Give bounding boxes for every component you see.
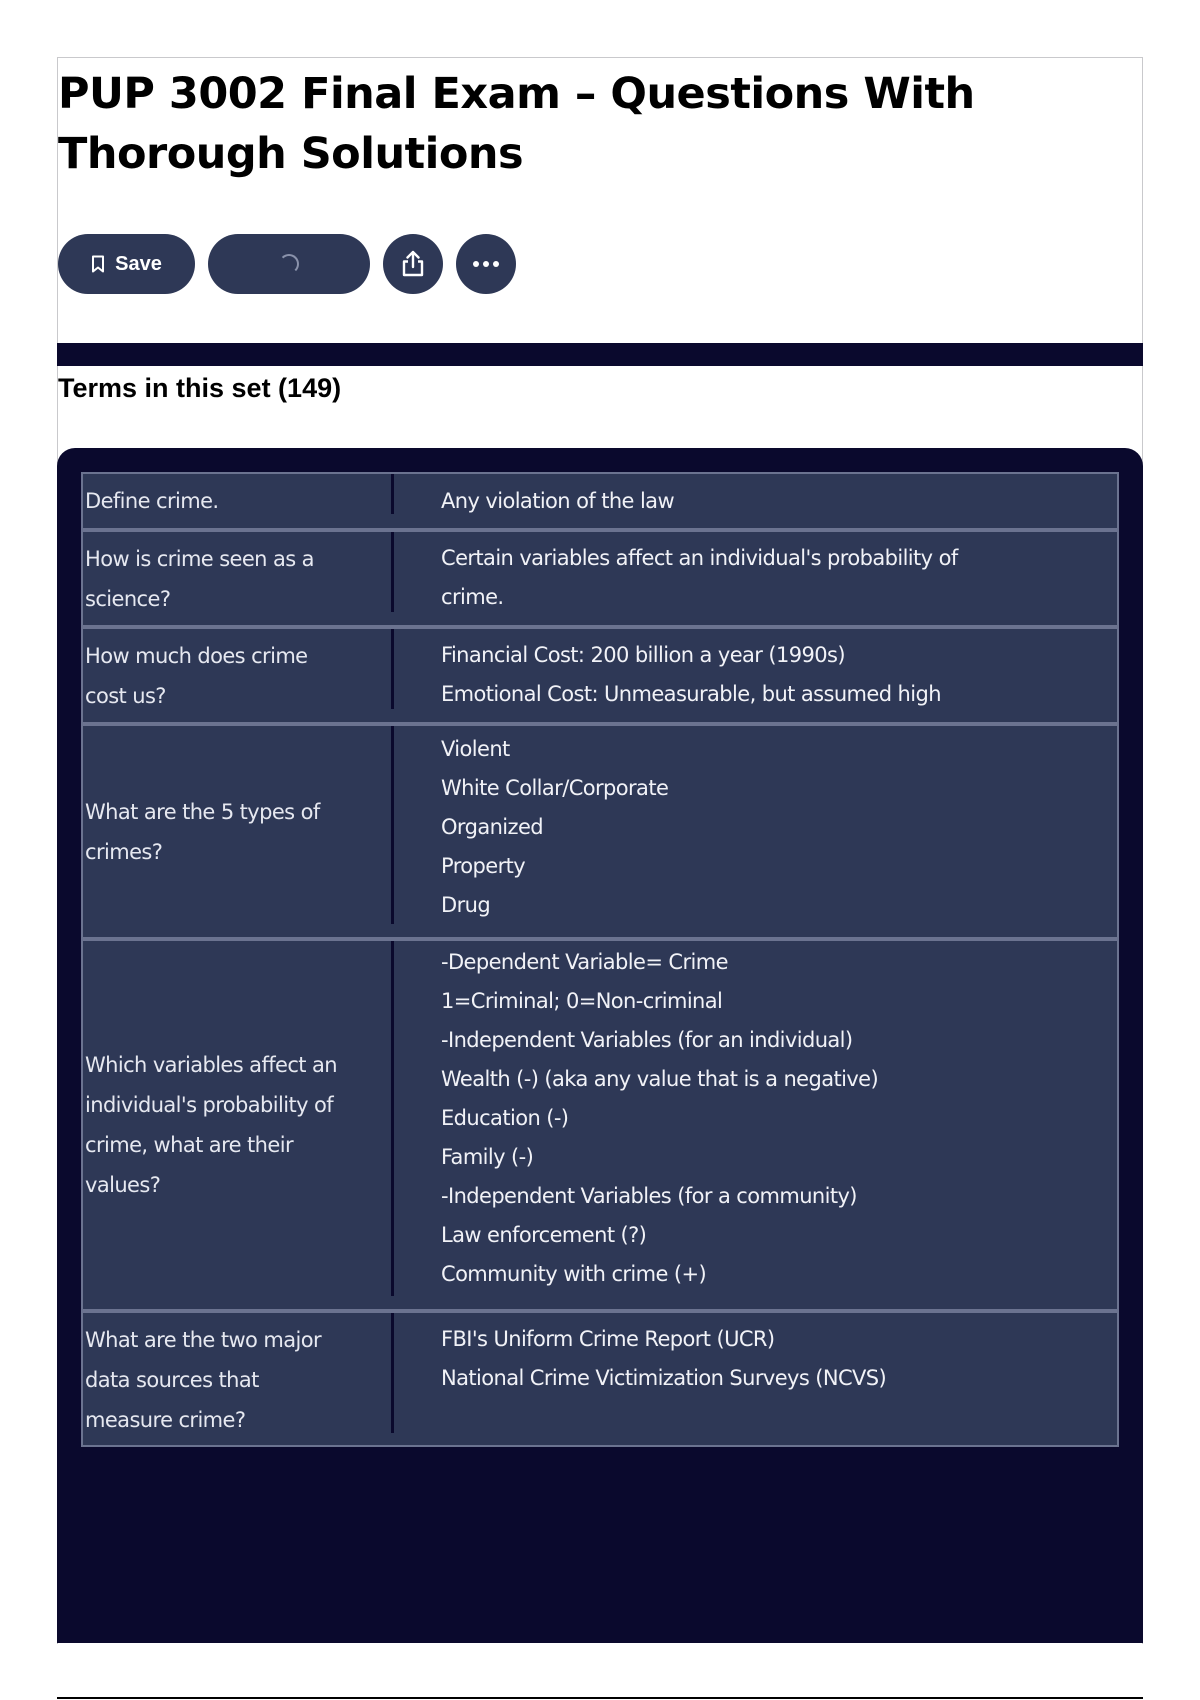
flashcard-row[interactable]: [81, 472, 1119, 530]
term-line: cost us?: [85, 684, 166, 708]
term-line: Define crime.: [85, 489, 219, 513]
spinner-icon: [279, 254, 299, 274]
definition-line: Certain variables affect an individual's probability of: [441, 546, 958, 570]
card-divider: [391, 474, 394, 514]
definition-line: Family (-): [441, 1145, 534, 1169]
term-line: How much does crime: [85, 644, 308, 668]
flashcard-definition: [441, 1320, 1107, 1398]
share-icon: [399, 249, 427, 279]
save-button[interactable]: [58, 234, 195, 294]
definition-line: -Dependent Variable= Crime: [441, 950, 728, 974]
term-line: values?: [85, 1173, 161, 1197]
flashcard-definition: [441, 636, 1107, 714]
save-button-label: Save: [115, 252, 162, 275]
loading-button[interactable]: [208, 234, 370, 294]
definition-line: White Collar/Corporate: [441, 776, 669, 800]
definition-line: -Independent Variables (for a community): [441, 1184, 857, 1208]
definition-line: -Independent Variables (for an individual): [441, 1028, 853, 1052]
definition-line: Property: [441, 854, 526, 878]
term-line: measure crime?: [85, 1408, 246, 1432]
definition-line: Law enforcement (?): [441, 1223, 647, 1247]
flashcard-term: [83, 532, 393, 625]
term-line: crimes?: [85, 839, 163, 864]
definition-line: Wealth (-) (aka any value that is a negative): [441, 1067, 879, 1091]
definition-line: 1=Criminal; 0=Non-criminal: [441, 989, 723, 1013]
term-line: What are the two major: [85, 1328, 322, 1352]
footer-rule: [57, 1697, 1143, 1699]
term-line: How is crime seen as a: [85, 547, 314, 571]
flashcard-row[interactable]: [81, 530, 1119, 627]
definition-line: National Crime Victimization Surveys (NCVS): [441, 1366, 887, 1390]
terms-count-heading: Terms in this set (149): [58, 373, 342, 403]
share-button[interactable]: [383, 234, 443, 294]
term-line: individual's probability of: [85, 1093, 334, 1117]
term-line: crime, what are their: [85, 1133, 293, 1157]
flashcard-row[interactable]: [81, 939, 1119, 1311]
term-line: science?: [85, 587, 171, 611]
definition-line: Violent: [441, 737, 510, 761]
flashcard-term: [83, 941, 393, 1309]
flashcard-term: [83, 629, 393, 722]
flashcard-definition: [441, 539, 1107, 617]
definition-line: Emotional Cost: Unmeasurable, but assumed high: [441, 682, 941, 706]
definition-line: Financial Cost: 200 billion a year (1990s): [441, 643, 845, 667]
flashcard-term: [83, 1313, 393, 1445]
flashcard-row[interactable]: [81, 724, 1119, 939]
section-divider-bar: [57, 343, 1143, 366]
definition-line: Community with crime (+): [441, 1262, 707, 1286]
definition-line: crime.: [441, 585, 504, 609]
bookmark-icon: [91, 255, 105, 273]
flashcard-definition: [441, 482, 1107, 521]
card-divider: [391, 532, 394, 612]
term-line: Which variables affect an: [85, 1053, 337, 1077]
card-divider: [391, 629, 394, 709]
flashcard-term: [83, 474, 393, 528]
flashcard-row[interactable]: [81, 1311, 1119, 1447]
definition-line: Education (-): [441, 1106, 569, 1130]
definition-line: FBI's Uniform Crime Report (UCR): [441, 1327, 775, 1351]
definition-line: Any violation of the law: [441, 489, 675, 513]
more-options-button[interactable]: [456, 234, 516, 294]
card-divider: [391, 1313, 394, 1433]
flashcard-definition: [441, 730, 1107, 925]
definition-line: Drug: [441, 893, 491, 917]
flashcard-row[interactable]: [81, 627, 1119, 724]
card-divider: [391, 726, 394, 924]
term-line: What are the 5 types of: [85, 799, 320, 824]
flashcard-definition: [441, 943, 1107, 1294]
card-divider: [391, 941, 394, 1296]
term-line: data sources that: [85, 1368, 259, 1392]
more-horizontal-icon: [471, 260, 501, 268]
page-title: [58, 64, 1058, 184]
page-title-line-2: Thorough Solutions: [58, 129, 524, 179]
definition-line: Organized: [441, 815, 544, 839]
flashcard-term: [83, 726, 393, 937]
page-title-line-1: PUP 3002 Final Exam – Questions With: [58, 69, 975, 119]
